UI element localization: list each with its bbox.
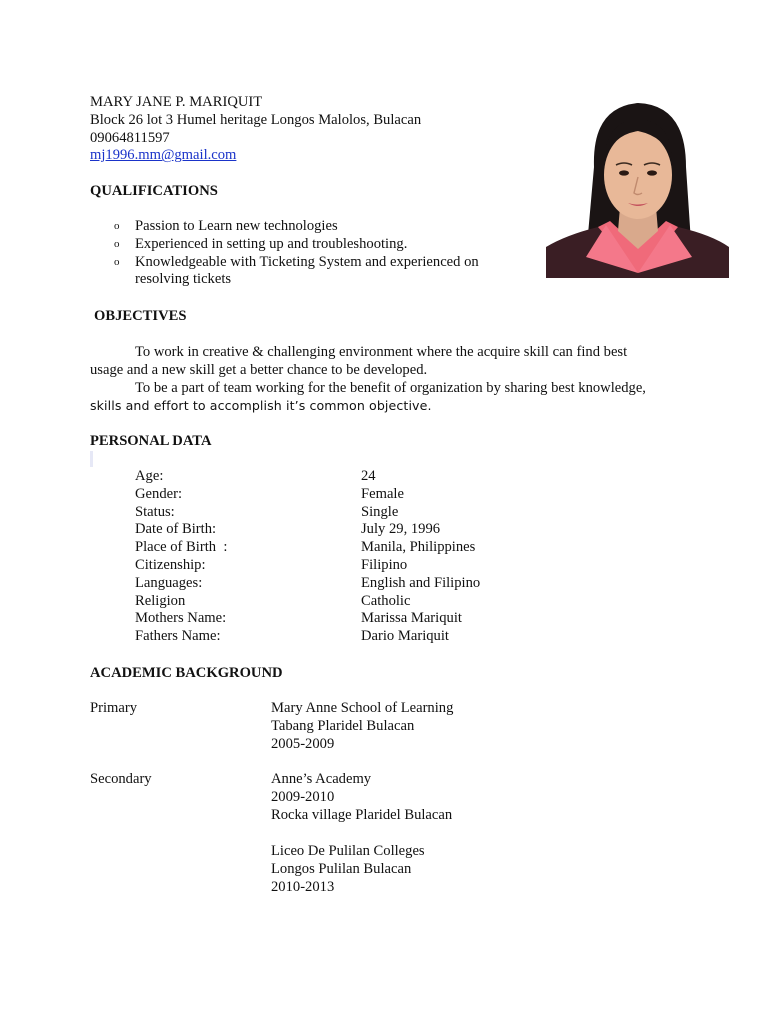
table-row: Age: 24: [135, 468, 376, 484]
applicant-photo: [546, 97, 729, 278]
applicant-phone: 09064811597: [90, 129, 170, 146]
bullet-icon: o: [114, 220, 120, 232]
school-line: 2010-2013: [271, 878, 335, 895]
table-row: Citizenship: Filipino: [135, 556, 408, 573]
bullet-icon: o: [114, 237, 120, 250]
personal-data-table: [135, 468, 555, 646]
bullet-icon: o: [114, 255, 120, 268]
list-item-continuation: resolving tickets: [135, 271, 232, 288]
school-line: 2005-2009: [271, 735, 335, 752]
objective-paragraph-1-line-2: usage and a new skill get a better chance to be developed.: [90, 361, 428, 378]
portrait-illustration: [546, 97, 729, 278]
objective-paragraph-1-line-1: To work in creative & challenging environment where the acquire skill can find best: [135, 344, 628, 360]
list-item: o Experienced in setting up and troubleshooting.: [114, 235, 408, 252]
objective-paragraph-2-line-2: skills and effort to accomplish it’s common objective.: [90, 398, 432, 414]
table-row: Date of Birth: July 29, 1996: [135, 521, 441, 538]
qualifications-list: [90, 218, 520, 289]
applicant-name: MARY JANE P. MARIQUIT: [90, 94, 263, 110]
table-row: Fathers Name: Dario Mariquit: [135, 628, 449, 645]
list-item: o Knowledgeable with Ticketing System and experienced on: [114, 253, 479, 270]
objectives-text: [90, 344, 690, 415]
contact-block: [90, 94, 421, 165]
objective-paragraph-2-line-1: To be a part of team working for the benefit of organization by sharing best knowledge,: [135, 379, 646, 396]
objectives-heading: OBJECTIVES: [94, 308, 187, 324]
school-line: Tabang Plaridel Bulacan: [271, 717, 415, 734]
table-row: Mothers Name: Marissa Mariquit: [135, 610, 462, 627]
table-row: Religion Catholic: [135, 592, 411, 609]
applicant-email-link[interactable]: mj1996.mm@gmail.com: [90, 147, 237, 164]
table-row: Languages: English and Filipino: [135, 574, 481, 591]
table-row: Place of Birth : Manila, Philippines: [135, 539, 476, 556]
list-item: o Passion to Learn new technologies: [114, 218, 338, 234]
table-row: Gender: Female: [135, 485, 404, 502]
applicant-address: Block 26 lot 3 Humel heritage Longos Malolos, Bulacan: [90, 111, 422, 128]
personal-data-heading: PERSONAL DATA: [90, 433, 212, 449]
school-line: Mary Anne School of Learning: [271, 700, 454, 716]
secondary-label: Secondary: [90, 771, 152, 787]
school-line: Liceo De Pulilan Colleges: [271, 843, 425, 859]
primary-school-block: [271, 700, 453, 753]
text-cursor-mark: [90, 451, 93, 467]
primary-label: Primary: [90, 700, 138, 716]
qualifications-heading: QUALIFICATIONS: [90, 183, 218, 199]
secondary-school-block-2: [271, 843, 425, 896]
school-line: Rocka village Plaridel Bulacan: [271, 806, 453, 823]
school-line: Anne’s Academy: [271, 771, 372, 787]
school-line: 2009-2010: [271, 788, 335, 805]
academic-heading: ACADEMIC BACKGROUND: [90, 665, 283, 681]
school-line: Longos Pulilan Bulacan: [271, 860, 412, 877]
secondary-school-block: [271, 771, 452, 824]
table-row: Status: Single: [135, 503, 399, 520]
